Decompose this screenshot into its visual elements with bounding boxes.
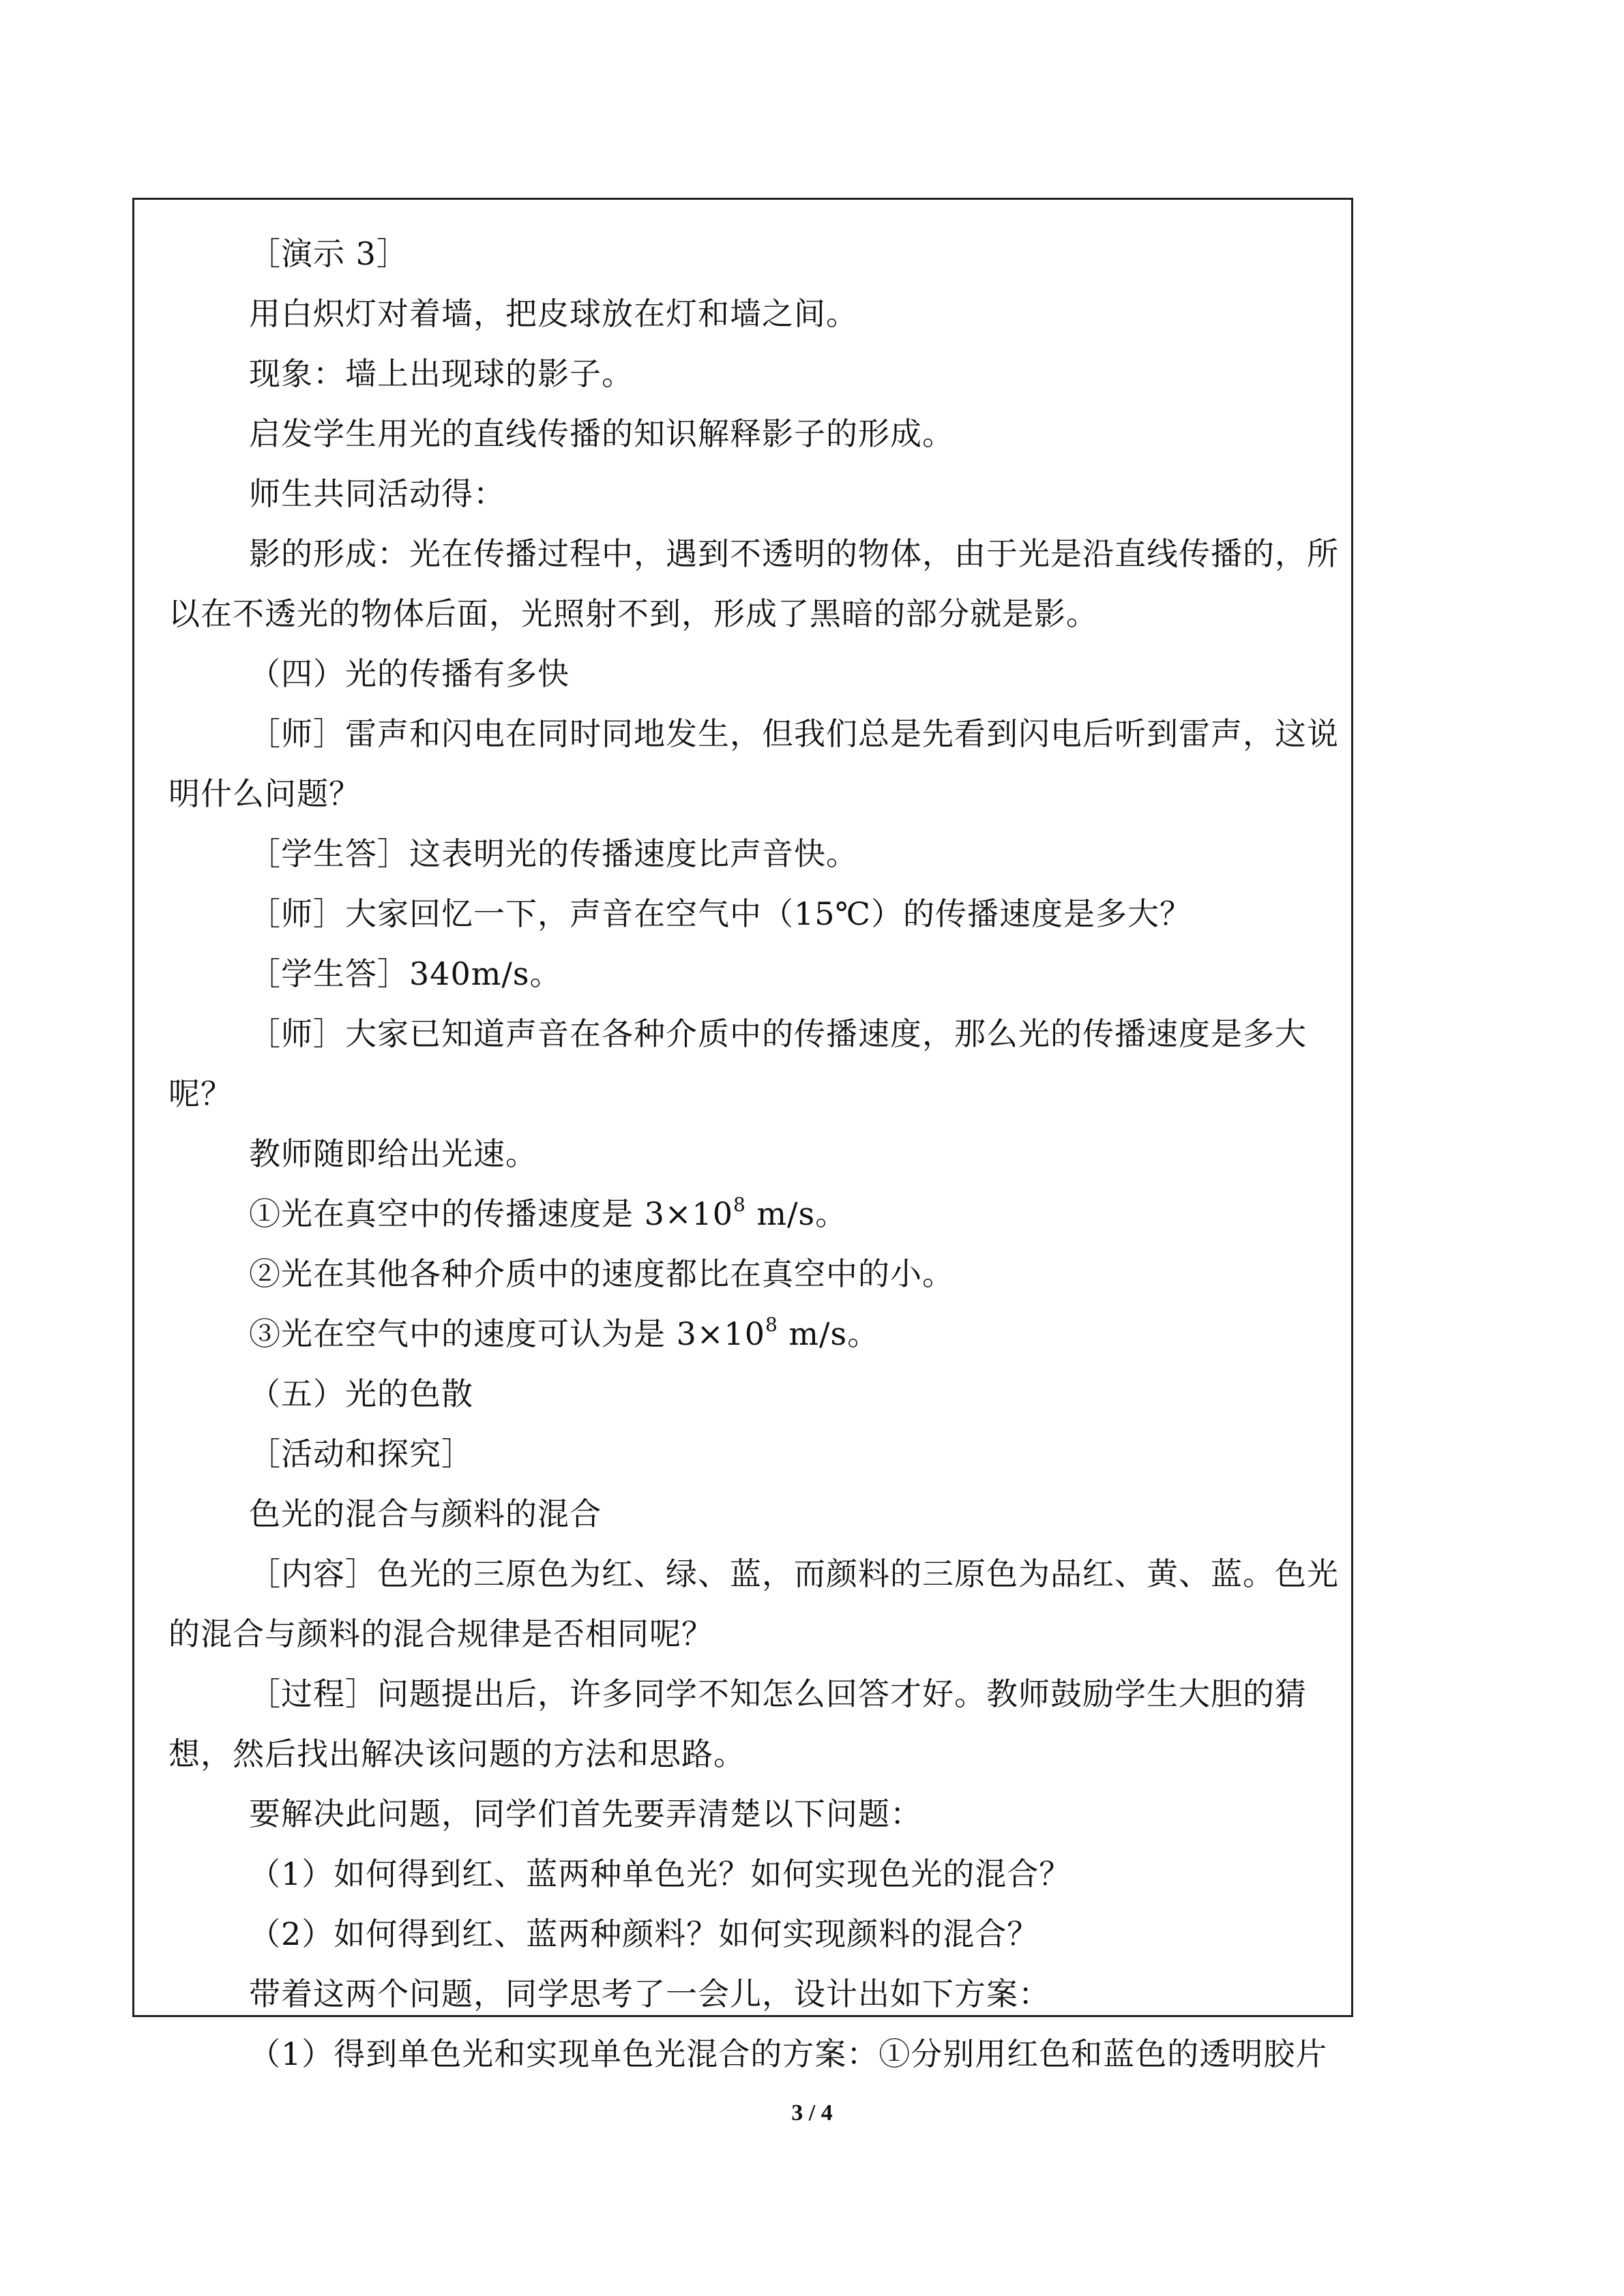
superscript: 8 (733, 1193, 746, 1216)
text-line (168, 944, 1324, 1004)
line-text: ［演示 3］ (249, 235, 409, 272)
line-text: （1）得到单色光和实现单色光混合的方案：①分别用红色和蓝色的透明胶片 (249, 2036, 1328, 2072)
text-line (168, 2024, 1328, 2084)
text-line (168, 1424, 1324, 1484)
text-line (168, 1064, 1324, 1124)
text-line (168, 1484, 1324, 1544)
text-line (168, 884, 1324, 944)
text-line (168, 1244, 1324, 1304)
superscript: 8 (765, 1313, 778, 1336)
text-line (168, 584, 1324, 644)
text-line (168, 1784, 1324, 1844)
text-line (168, 1964, 1324, 2024)
line-text: 的混合与颜料的混合规律是否相同呢？ (168, 1615, 713, 1652)
line-text: 呢？ (168, 1075, 233, 1112)
line-text: 启发学生用光的直线传播的知识解释影子的形成。 (249, 415, 954, 452)
line-text: 现象：墙上出现球的影子。 (249, 355, 634, 392)
line-text: 师生共同活动得： (249, 475, 505, 512)
text-line (168, 1304, 1324, 1364)
text-line (168, 344, 1324, 404)
line-text: ①光在真空中的传播速度是 3×10 (249, 1195, 733, 1232)
text-line (168, 1664, 1324, 1724)
line-text: 要解决此问题，同学们首先要弄清楚以下问题： (249, 1795, 922, 1832)
line-text: 以在不透光的物体后面，光照射不到，形成了黑暗的部分就是影。 (168, 595, 1098, 632)
text-line (168, 404, 1324, 464)
line-text: ［内容］色光的三原色为红、绿、蓝，而颜料的三原色为品红、黄、蓝。色光 (249, 1555, 1339, 1592)
text-line (168, 1604, 1324, 1664)
content-frame (132, 198, 1353, 2072)
line-text: （1）如何得到红、蓝两种单色光？如何实现色光的混合？ (249, 1855, 1072, 1892)
line-text: （五）光的色散 (249, 1375, 473, 1412)
line-text: 色光的混合与颜料的混合 (249, 1495, 602, 1532)
text-line (168, 464, 1324, 524)
text-line (168, 1184, 1324, 1244)
text-line (168, 284, 1324, 344)
line-text: （四）光的传播有多快 (249, 655, 570, 692)
line-text: ③光在空气中的速度可认为是 3×10 (249, 1315, 765, 1352)
line-text-after: m/s。 (745, 1195, 848, 1232)
text-line (168, 524, 1339, 584)
text-line (168, 1004, 1324, 1064)
line-text: ［师］大家回忆一下，声音在空气中（15℃）的传播速度是多大？ (249, 895, 1192, 932)
line-text: 教师随即给出光速。 (249, 1135, 537, 1172)
text-line (168, 1904, 1324, 1964)
line-text: ［学生答］340m/s。 (249, 955, 562, 992)
line-text: 想，然后找出解决该问题的方法和思路。 (168, 1735, 745, 1772)
line-text-after: m/s。 (778, 1315, 880, 1352)
line-text: ②光在其他各种介质中的速度都比在真空中的小。 (249, 1255, 954, 1292)
line-text: 明什么问题？ (168, 775, 361, 812)
page-number: 3 / 4 (791, 2100, 833, 2126)
text-line (168, 824, 1324, 884)
line-text: ［过程］问题提出后，许多同学不知怎么回答才好。教师鼓励学生大胆的猜 (249, 1675, 1307, 1712)
text-line (168, 1364, 1324, 1424)
text-line (168, 644, 1324, 704)
line-text: 带着这两个问题，同学思考了一会儿，设计出如下方案： (249, 1976, 1050, 2012)
text-line (168, 1844, 1324, 1904)
line-text: （2）如何得到红、蓝两种颜料？如何实现颜料的混合？ (249, 1915, 1039, 1952)
text-line (168, 224, 1324, 284)
text-line (168, 1724, 1324, 1784)
line-text: ［师］大家已知道声音在各种介质中的传播速度，那么光的传播速度是多大 (249, 1015, 1307, 1052)
line-text: 影的形成：光在传播过程中，遇到不透明的物体，由于光是沿直线传播的，所 (249, 535, 1339, 572)
line-text: ［学生答］这表明光的传播速度比声音快。 (249, 835, 858, 872)
line-text: ［活动和探究］ (249, 1435, 473, 1472)
text-line (168, 764, 1324, 824)
text-line (168, 1544, 1339, 1604)
line-text: ［师］雷声和闪电在同时同地发生，但我们总是先看到闪电后听到雷声，这说 (249, 715, 1339, 752)
text-line (168, 704, 1339, 764)
text-line (168, 1124, 1324, 1184)
line-text: 用白炽灯对着墙，把皮球放在灯和墙之间。 (249, 295, 858, 332)
